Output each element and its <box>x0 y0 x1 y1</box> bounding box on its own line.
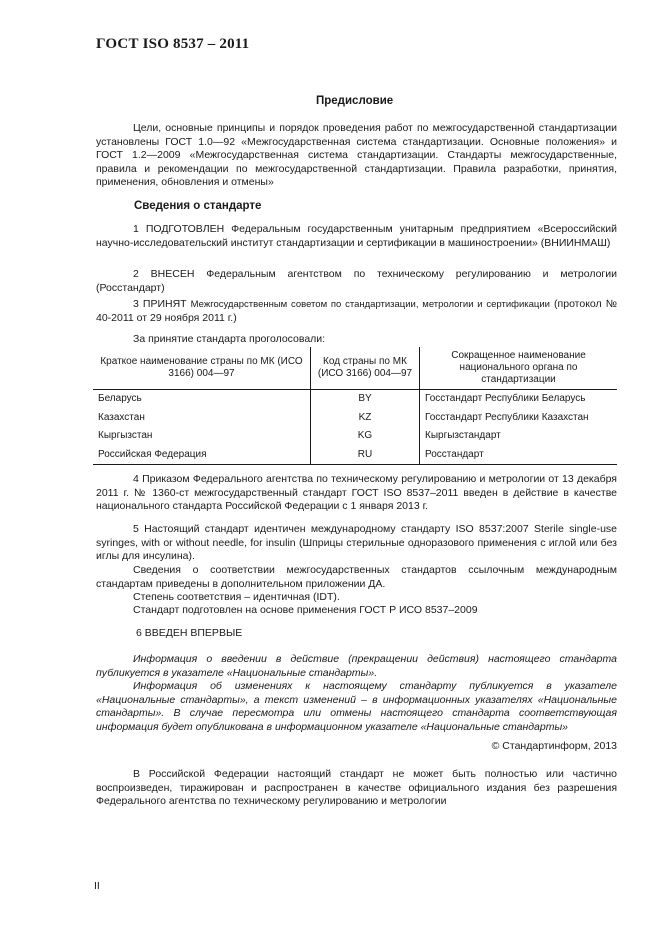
foreword-text: Цели, основные принципы и порядок проведения работ по межгосударственной стандартизации установлены ГОСТ 1.0—92 «Межгосударственная система стандартизации. Основные положения» и ГОСТ 1.2—2009 «Межгосударственная система стандартизации. Стандарты межгосударственные, правила и рекомендации по межгосударственной стандартизации. Правила разработки, принятия, применения, обновления и отмены» <box>96 122 617 188</box>
table-row <box>93 427 617 446</box>
voted-label: За принятие стандарта проголосовали: <box>133 333 326 345</box>
table-cell-code: BY <box>311 390 420 409</box>
table-row <box>93 446 617 465</box>
document-header: ГОСТ ISO 8537 – 2011 <box>96 36 250 52</box>
table-header-country: Краткое наименование страны по МК (ИСО 3166) 004—97 <box>93 347 311 390</box>
table-header-body: Сокращенное наименование национального органа по стандартизации <box>420 347 618 390</box>
about-p3 <box>96 298 617 325</box>
table-cell-country: Кыргызстан <box>93 427 311 446</box>
paragraph-5-degree: Степень соответствия – идентичная (IDT). <box>133 591 340 603</box>
about-title: Сведения о стандарте <box>134 200 262 212</box>
table-cell-body: Росстандарт <box>420 446 618 465</box>
paragraph-6: 6 ВВЕДЕН ВПЕРВЫЕ <box>136 627 243 639</box>
about-p3-small: Межгосударственным советом по стандартизации, метрологии и сертификации <box>190 299 550 310</box>
paragraph-4: 4 Приказом Федерального агентства по техническому регулированию и метрологии от 13 декабря 2011 г. № 1360-ст межгосударственный стандарт ГОСТ ISO 8537–2011 введен в действие в качестве национального стандарта Российской Федерации с 1 января 2013 г. <box>96 473 617 512</box>
copyright: © Стандартинформ, 2013 <box>491 740 617 752</box>
table-cell-code: KG <box>311 427 420 446</box>
about-p3-lead: 3 ПРИНЯТ <box>133 298 187 310</box>
about-p2: 2 ВНЕСЕН Федеральным агентством по техническому регулированию и метрологии (Росстандарт) <box>96 268 617 294</box>
rights-notice: В Российской Федерации настоящий стандарт не может быть полностью или частично воспроизведен, тиражирован и распространен в качестве официального издания без разрешения Федерального агентства по техническому регулированию и метрологии <box>96 768 617 807</box>
table-cell-body: Кыргызстандарт <box>425 430 501 442</box>
table-row <box>93 409 617 428</box>
table-header-row <box>93 347 617 390</box>
paragraph-5-refs: Сведения о соответствии межгосударственных стандартов ссылочным международным стандартам приведены в дополнительном приложении ДА. <box>96 564 617 590</box>
table-cell-country: Российская Федерация <box>93 446 311 465</box>
paragraph-5-basis: Стандарт подготовлен на основе применения ГОСТ Р ИСО 8537–2009 <box>133 604 478 616</box>
info-changes: Информация об изменениях к настоящему стандарту публикуется в указателе «Национальные стандарты», а текст изменений – в информационных указателях «Национальные стандарты». В случае пересмотра или отмены настоящего стандарта соответствующая информация будет опубликована в информационном указателе «Национальные стандарты» <box>96 680 617 733</box>
table-cell-code: KZ <box>311 409 420 428</box>
foreword-title: Предисловие <box>316 95 394 107</box>
about-p3-tail: (протокол № 40-2011 от 29 ноября 2011 г.) <box>96 298 617 324</box>
table-cell-body: Госстандарт Республики Казахстан <box>425 411 589 423</box>
table-cell-code: RU <box>311 446 420 465</box>
table-cell-country: Беларусь <box>93 390 311 409</box>
page-number: II <box>94 880 100 892</box>
table-row <box>93 390 617 409</box>
about-p1: 1 ПОДГОТОВЛЕН Федеральным государственным унитарным предприятием «Всероссийский научно-исследовательский институт стандартизации и сертификации в машиностроении» (ВНИИНМАШ) <box>96 223 617 249</box>
table-cell-country: Казахстан <box>93 409 311 428</box>
table-cell-body: Госстандарт Республики Беларусь <box>425 393 586 405</box>
info-introduction: Информация о введении в действие (прекращении действия) настоящего стандарта публикуется в указателе «Национальные стандарты». <box>96 653 617 679</box>
table-header-code: Код страны по МК (ИСО 3166) 004—97 <box>311 347 420 390</box>
paragraph-5: 5 Настоящий стандарт идентичен международному стандарту ISO 8537:2007 Sterile single-use syringes, with or without needle, for insulin (Шприцы стерильные одноразового применения с иглой или без иглы для инсулина). <box>96 523 617 562</box>
countries-table <box>93 347 617 465</box>
